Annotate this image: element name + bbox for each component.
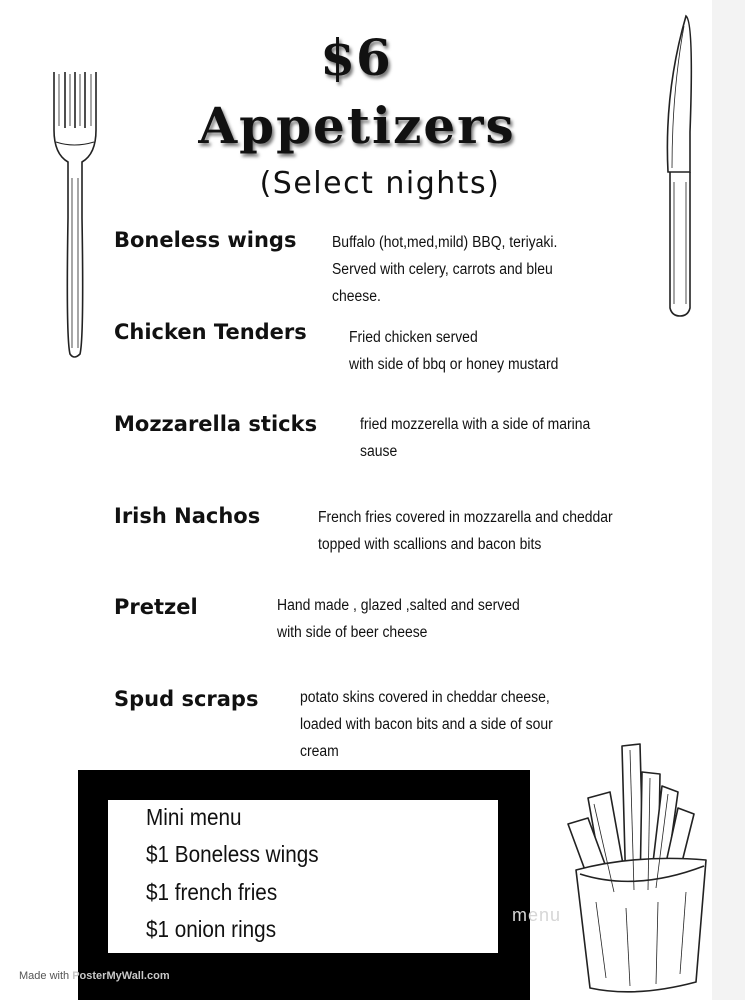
item-name-boneless-wings: Boneless wings — [114, 228, 297, 252]
subtitle: (Select nights) — [259, 166, 501, 201]
item-desc-spud-scraps: potato skins covered in cheddar cheese, loaded with bacon bits and a side of sour cream — [300, 689, 553, 760]
item-name-spud-scraps: Spud scraps — [114, 687, 259, 711]
item-name-irish-nachos: Irish Nachos — [114, 504, 261, 528]
mini-menu-item: $1 french fries — [146, 879, 278, 905]
page-title: Appetizers — [198, 96, 516, 155]
french-fries-icon — [566, 742, 712, 1000]
fork-icon — [48, 68, 100, 364]
item-desc-mozzarella-sticks: fried mozzerella with a side of marina sause — [360, 416, 591, 460]
made-with-credit: Made with PosterMyWall.com — [19, 970, 170, 982]
price-heading: $6 — [320, 28, 392, 87]
postermywall-logo: PosterMyWall.com — [72, 970, 170, 982]
mini-menu-item: $1 onion rings — [146, 916, 277, 942]
item-name-mozzarella-sticks: Mozzarella sticks — [114, 412, 318, 436]
item-desc-pretzel: Hand made , glazed ,salted and served with side of beer cheese — [277, 597, 520, 641]
watermark: menu — [512, 905, 562, 925]
item-desc-chicken-tenders: Fried chicken served with side of bbq or honey mustard — [349, 329, 559, 373]
item-desc-boneless-wings: Buffalo (hot,med,mild) BBQ, teriyaki. Served with celery, carrots and bleu cheese. — [332, 234, 558, 305]
item-name-chicken-tenders: Chicken Tenders — [114, 320, 307, 344]
mini-menu-title: Mini menu — [146, 804, 242, 830]
mini-menu-item: $1 Boneless wings — [146, 841, 319, 867]
item-name-pretzel: Pretzel — [114, 595, 198, 619]
item-desc-irish-nachos: French fries covered in mozzarella and cheddar topped with scallions and bacon bits — [318, 509, 613, 553]
